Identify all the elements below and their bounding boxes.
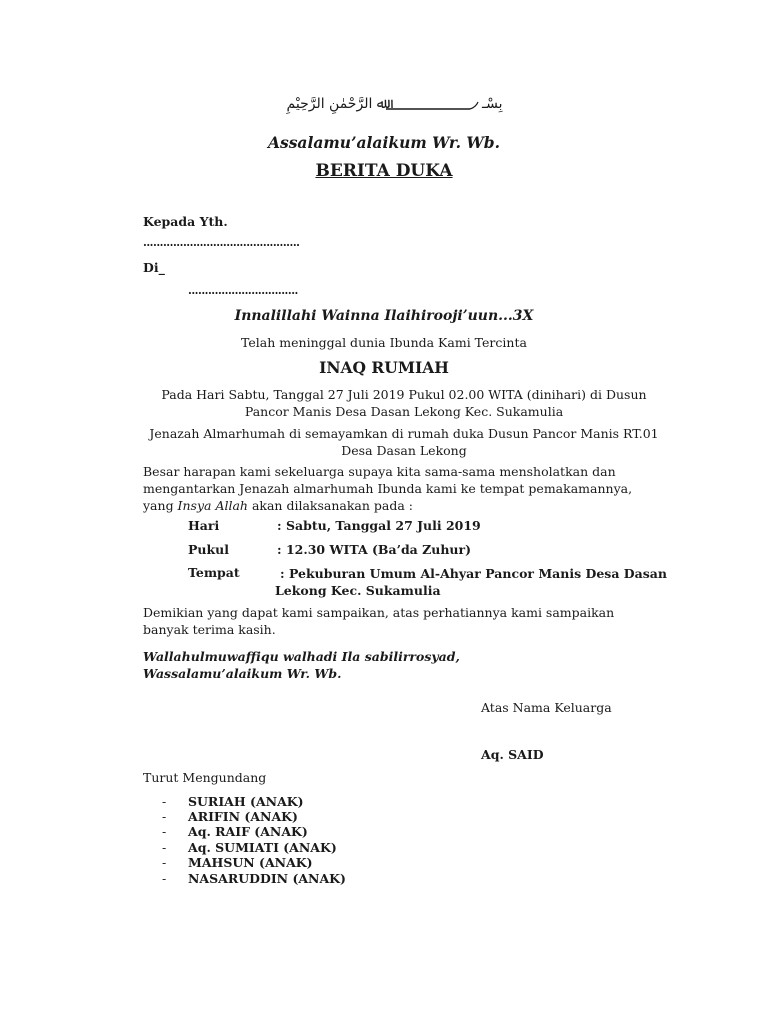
invitation-line-1: Besar harapan kami sekeluarga supaya kita sama-sama mensholatkan dan: [143, 464, 616, 479]
closing-line-1: Demikian yang dapat kami sampaikan, atas perhatiannya kami sampaikan: [143, 605, 615, 620]
jenazah-line-1: Jenazah Almarhumah di semayamkan di rumah duka Dusun Pancor Manis RT.01: [149, 426, 659, 441]
invitation-line-2: mengantarkan Jenazah almarhumah Ibunda kami ke tempat pemakamannya,: [143, 481, 633, 496]
recipient-kepada: Kepada Yth.: [143, 214, 228, 229]
list-item-text: Aq. SUMIATI (ANAK): [188, 840, 337, 855]
telah-meninggal-line: Telah meninggal dunia Ibunda Kami Tercinta: [241, 335, 527, 350]
svg-text:ﷲ الرَّحْمٰنِ الرَّحِيْمِ: ﷲ الرَّحْمٰنِ الرَّحِيْمِ: [286, 96, 385, 112]
time-paragraph: [140, 386, 668, 420]
schedule-pukul-label: Pukul: [188, 542, 229, 557]
time-line-2: Pancor Manis Desa Dasan Lekong Kec. Sukamulia: [244, 404, 564, 419]
insya-allah-text: Insya Allah: [177, 498, 248, 513]
basmalah-calligraphy: [0, 90, 768, 120]
wallahul-line: Wallahulmuwaffiqu walhadi Ila sabilirrosyad,: [143, 649, 460, 664]
schedule-tempat-label: Tempat: [188, 565, 240, 580]
list-item-text: SURIAH (ANAK): [188, 794, 304, 809]
turut-mengundang-label: Turut Mengundang: [143, 770, 267, 785]
svg-text:بِسْـ: بِسْـ: [482, 96, 503, 112]
schedule-pukul-value: : 12.30 WITA (Ba’da Zuhur): [277, 542, 472, 557]
list-item-text: ARIFIN (ANAK): [188, 809, 298, 824]
list-item: [162, 794, 304, 809]
jenazah-line-2: Desa Dasan Lekong: [341, 443, 467, 458]
schedule-hari-value: : Sabtu, Tanggal 27 Juli 2019: [277, 518, 481, 533]
closing-salam: [143, 648, 663, 682]
invitation-line-3-pre: yang: [143, 498, 178, 513]
recipient-di: Di_: [143, 260, 165, 275]
list-dash: -: [162, 871, 167, 886]
wassalam-line: Wassalamu’alaikum Wr. Wb.: [143, 666, 342, 681]
list-dash: -: [162, 840, 167, 855]
time-line-1: Pada Hari Sabtu, Tanggal 27 Juli 2019 Pukul 02.00 WITA (dinihari) di Dusun: [161, 387, 647, 402]
greeting-salam: Assalamu’alaikum Wr. Wb.: [267, 133, 501, 152]
list-item: [162, 871, 346, 886]
innalillahi-line: Innalillahi Wainna Ilaihirooji’uun...3X: [234, 308, 534, 324]
list-dash: -: [162, 794, 167, 809]
jenazah-paragraph: [140, 425, 668, 459]
closing-paragraph: [143, 604, 663, 638]
tempat-line-1: : Pekuburan Umum Al-Ahyar Pancor Manis Desa Dasan: [280, 566, 667, 581]
list-item: [162, 824, 308, 839]
document-title: BERITA DUKA: [315, 161, 453, 181]
list-item: [162, 855, 313, 870]
signature-name: Aq. SAID: [481, 747, 544, 762]
list-item: [162, 809, 298, 824]
list-item-text: MAHSUN (ANAK): [188, 855, 313, 870]
invitation-paragraph: [143, 463, 663, 514]
recipient-dots-2: .................................: [188, 284, 298, 297]
list-item-text: Aq. RAIF (ANAK): [188, 824, 308, 839]
list-item-text: NASARUDDIN (ANAK): [188, 871, 346, 886]
invitation-line-3: [143, 497, 663, 514]
invitation-line-3-post: akan dilaksanakan pada :: [247, 498, 413, 513]
list-dash: -: [162, 855, 167, 870]
signature-atas-nama: Atas Nama Keluarga: [481, 700, 612, 715]
schedule-tempat-value: [275, 565, 667, 599]
schedule-hari-label: Hari: [188, 518, 220, 533]
recipient-dots-1: ...............................................: [143, 236, 300, 249]
tempat-line-2: Lekong Kec. Sukamulia: [275, 583, 441, 598]
deceased-name: INAQ RUMIAH: [319, 358, 449, 377]
list-dash: -: [162, 824, 167, 839]
list-dash: -: [162, 809, 167, 824]
closing-line-2: banyak terima kasih.: [143, 622, 276, 637]
list-item: [162, 840, 337, 855]
